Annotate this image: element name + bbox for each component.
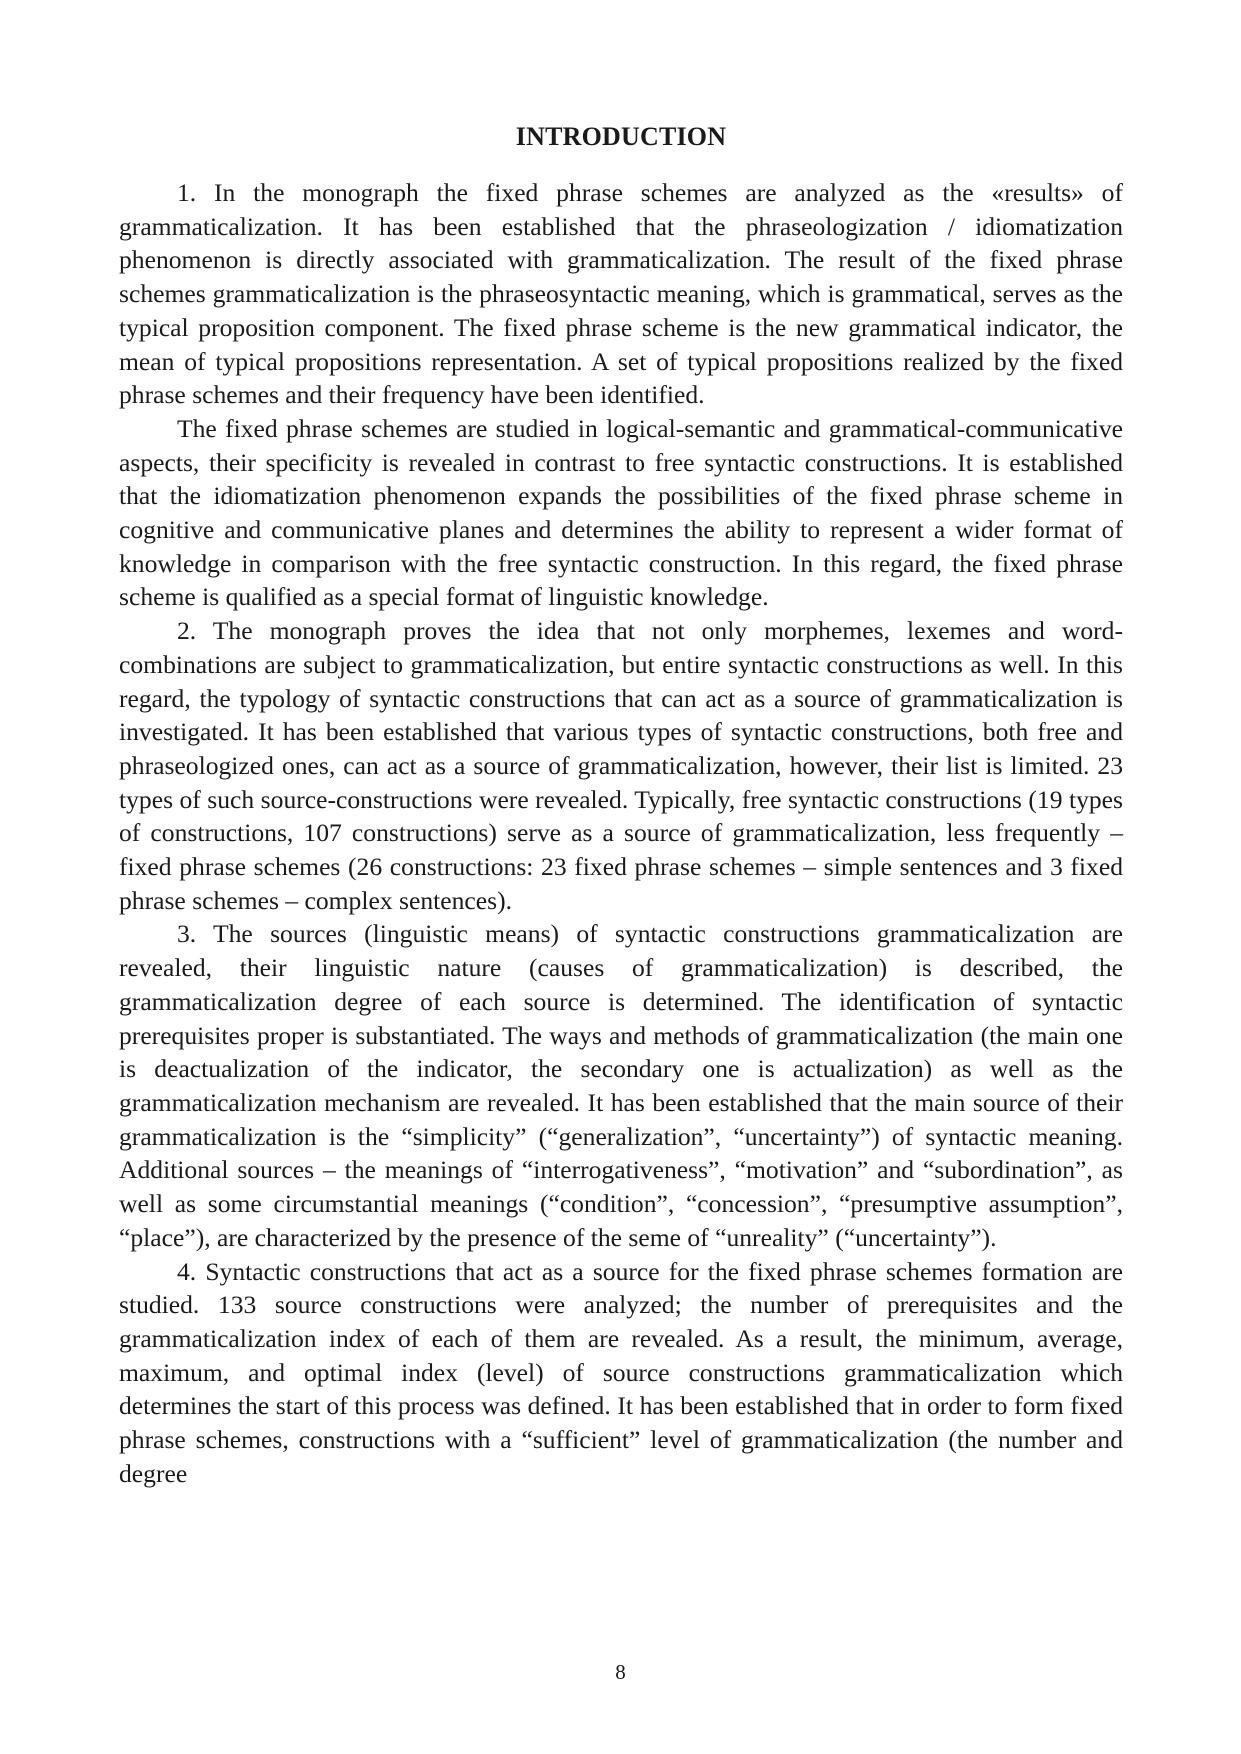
page-body: [119, 112, 1123, 1490]
paragraph-3: 2. The monograph proves the idea that not only morphemes, lexemes and word-combinations are subject to grammaticalization, but entire syntactic constructions as well. In this regard, the typology of syntactic constructions that can act as a source of grammaticalization is investigated. It has been established that various types of syntactic constructions, both free and phraseologized ones, can act as a source of grammaticalization, however, their list is limited. 23 types of such source-constructions were revealed. Typically, free syntactic constructions (19 types of constructions, 107 constructions) serve as a source of grammaticalization, less frequently – fixed phrase schemes (26 constructions: 23 fixed phrase schemes – simple sentences and 3 fixed phrase schemes – complex sentences).: [119, 616, 1123, 915]
page-title: INTRODUCTION: [515, 122, 727, 151]
page-number: 8: [615, 1660, 626, 1684]
paragraph-4: 3. The sources (linguistic means) of syntactic constructions grammaticalization are revealed, their linguistic nature (causes of grammaticalization) is described, the grammaticalization degree of each source is determined. The identification of syntactic prerequisites proper is substantiated. The ways and methods of grammaticalization (the main one is deactualization of the indicator, the secondary one is actualization) as well as the grammaticalization mechanism are revealed. It has been established that the main source of their grammaticalization is the “simplicity” (“generalization”, “uncertainty”) of syntactic meaning. Additional sources – the meanings of “interrogativeness”, “motivation” and “subordination”, as well as some circumstantial meanings (“condition”, “concession”, “presumptive assumption”, “place”), are characterized by the presence of the seme of “unreality” (“uncertainty”).: [119, 919, 1123, 1252]
paragraph-1: 1. In the monograph the fixed phrase schemes are analyzed as the «results» of grammaticalization. It has been established that the phraseologization / idiomatization phenomenon is directly associated with grammaticalization. The result of the fixed phrase schemes grammaticalization is the phraseosyntactic meaning, which is grammatical, serves as the typical proposition component. The fixed phrase scheme is the new grammatical indicator, the mean of typical propositions representation. A set of typical propositions realized by the fixed phrase schemes and their frequency have been identified.: [119, 178, 1123, 410]
paragraph-2: The fixed phrase schemes are studied in logical-semantic and grammatical-communicative aspects, their specificity is revealed in contrast to free syntactic constructions. It is established that the idiomatization phenomenon expands the possibilities of the fixed phrase scheme in cognitive and communicative planes and determines the ability to represent a wider format of knowledge in comparison with the free syntactic construction. In this regard, the fixed phrase scheme is qualified as a special format of linguistic knowledge.: [119, 413, 1123, 612]
paragraph-5: 4. Syntactic constructions that act as a source for the fixed phrase schemes formation are studied. 133 source constructions were analyzed; the number of prerequisites and the grammaticalization index of each of them are revealed. As a result, the minimum, average, maximum, and optimal index (level) of source constructions grammaticalization which determines the start of this process was defined. It has been established that in order to form fixed phrase schemes, constructions with a “sufficient” level of grammaticalization (the number and degree: [119, 1256, 1123, 1488]
